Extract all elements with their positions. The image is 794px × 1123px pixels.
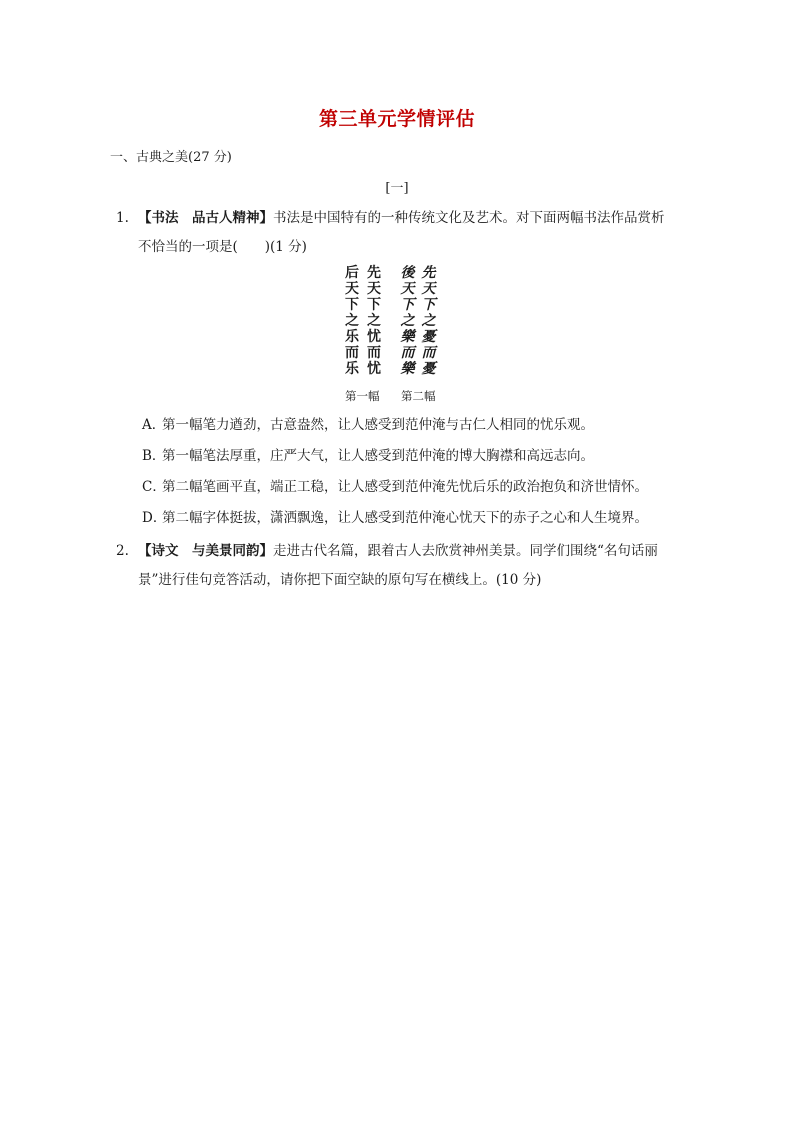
calligraphy-char: 下 [421,297,435,313]
question-2-line-2: 景”进行佳句竞答活动，请你把下面空缺的原句写在横线上。(10 分) [138,572,542,588]
calligraphy-work-1-column-left [342,265,362,377]
question-2-line-1 [116,537,684,566]
calligraphy-char: 而 [345,345,359,361]
calligraphy-work-2-column-left [397,265,417,377]
question-1-line-2: 不恰当的一项是( )(1 分) [138,239,307,255]
option-text: 第一幅笔法厚重，庄严大气，让人感受到范仲淹的博大胸襟和高远志向。 [162,448,594,464]
calligraphy-char: 之 [345,313,359,329]
calligraphy-char: 忧 [367,329,381,345]
option-letter: D． [142,510,167,526]
calligraphy-work-1-column-right [364,265,384,377]
question-1-line-1 [116,204,684,233]
calligraphy-char: 之 [421,313,435,329]
option-text: 第一幅笔力遒劲，古意盎然，让人感受到范仲淹与古仁人相同的忧乐观。 [162,417,594,433]
calligraphy-char: 乐 [345,329,359,345]
question-2-number: 2. [116,543,129,559]
calligraphy-caption-2: 第二幅 [401,389,436,403]
calligraphy-char: 後 [400,265,414,281]
option-text: 第二幅字体挺拔，潇洒飘逸，让人感受到范仲淹心忧天下的赤子之心和人生境界。 [162,510,648,526]
calligraphy-char: 而 [421,345,435,361]
question-1-tag: 【书法 品古人精神】 [138,210,273,226]
subsection-heading: [一] [385,181,409,196]
calligraphy-char: 先 [421,265,435,281]
option-c [142,472,648,503]
calligraphy-char: 天 [400,281,414,297]
calligraphy-work-2-column-right [418,265,438,377]
question-1-number: 1. [116,210,129,226]
question-2 [116,537,684,595]
calligraphy-char: 之 [400,313,414,329]
calligraphy-char: 下 [400,297,414,313]
question-1 [116,204,684,262]
calligraphy-char: 天 [345,281,359,297]
calligraphy-char: 樂 [400,329,414,345]
calligraphy-caption-1: 第一幅 [345,389,380,403]
option-text: 第二幅笔画平直，端正工稳，让人感受到范仲淹先忧后乐的政治抱负和济世情怀。 [162,479,648,495]
page-title: 第三单元学情评估 [318,108,475,130]
question-1-options [142,410,648,534]
option-a [142,410,648,441]
calligraphy-char: 天 [421,281,435,297]
calligraphy-char: 之 [367,313,381,329]
calligraphy-char: 下 [367,297,381,313]
option-letter: B． [142,448,166,464]
question-1-text: 书法是中国特有的一种传统文化及艺术。对下面两幅书法作品赏析 [273,210,665,226]
calligraphy-char: 下 [345,297,359,313]
calligraphy-char: 而 [400,345,414,361]
question-2-text: 走进古代名篇，跟着古人去欣赏神州美景。同学们围绕“名句话丽 [273,543,658,559]
calligraphy-char: 乐 [345,361,359,377]
calligraphy-char: 天 [367,281,381,297]
question-2-tag: 【诗文 与美景同韵】 [138,543,273,559]
option-letter: C． [142,479,166,495]
option-b [142,441,648,472]
calligraphy-char: 而 [367,345,381,361]
section-heading: 一、古典之美(27 分) [110,150,232,165]
calligraphy-char: 后 [345,265,359,281]
option-letter: A． [142,417,166,433]
calligraphy-char: 忧 [367,361,381,377]
calligraphy-char: 樂 [400,361,414,377]
calligraphy-char: 憂 [421,361,435,377]
option-d [142,503,648,534]
calligraphy-char: 憂 [421,329,435,345]
calligraphy-char: 先 [367,265,381,281]
